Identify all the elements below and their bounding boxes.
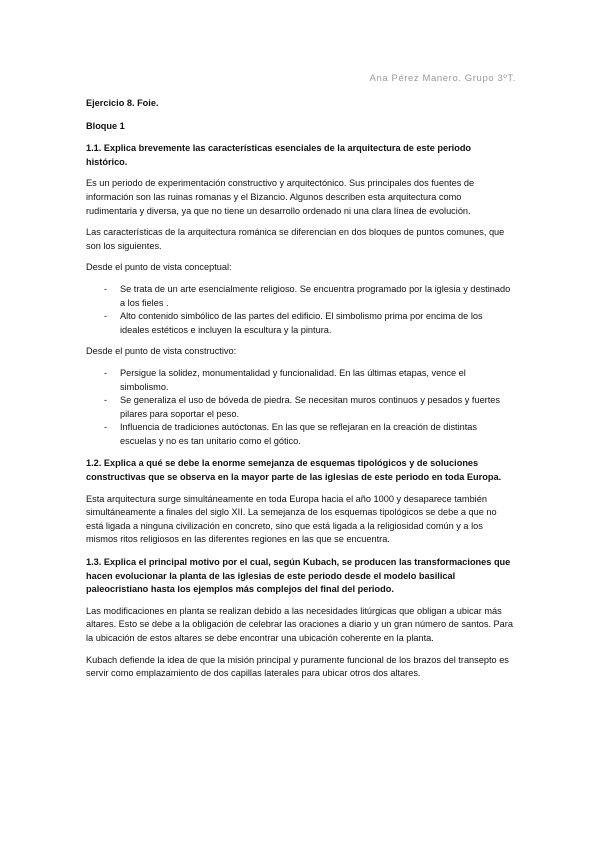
list-item: - Influencia de tradiciones autóctonas. En las que se reflejaran en la creación de distintas escuelas y no es tan unitario como el gótico. (86, 421, 514, 448)
section-heading: Bloque 1 (86, 120, 125, 131)
question-1-1: 1.1. Explica brevemente las características esenciales de la arquitectura de este periodo histórico. (86, 143, 472, 167)
list-intro: Desde el punto de vista conceptual: (86, 262, 232, 273)
answer-paragraph: Kubach defiende la idea de que la misión principal y puramente funcional de los brazos del transepto es servir como emplazamiento de dos capillas laterales para ubicar otros dos altares. (86, 654, 509, 679)
answer-paragraph: Es un periodo de experimentación constructivo y arquitectónico. Sus principales dos fuentes de información son las ruinas romanas y el Bizancio. Algunos describen esta arquitectura como rudimentaria y diversa, ya que no tiene un desarrollo ordenado ni una clara línea de evolución. (86, 178, 475, 216)
list-item: - Alto contenido simbólico de las partes del edificio. El simbolismo prima por encima de los ideales estéticos e incluyen la escultura y la pintura. (86, 310, 514, 337)
question-1-3: 1.3. Explica el principal motivo por el cual, según Kubach, se producen las transformaciones que hacen evolucionar la planta de las iglesias de este periodo desde el modelo basilical paleocristiano hasta los ejemplos más complejos del final del periodo. (86, 557, 511, 595)
list-item: - Se trata de un arte esencialmente religioso. Se encuentra programado por la iglesia y destinado a los fieles . (86, 283, 514, 310)
answer-paragraph: Las modificaciones en planta se realizan debido a las necesidades litúrgicas que obligan a ubicar más altares. Esto se debe a la obligación de celebrar las oraciones a diario y un gran número de santos. Para la ubicación de estos altares se debe encontrar una ubicación coherente en la planta. (86, 605, 513, 643)
exercise-title: Ejercicio 8. Foie. (86, 98, 159, 108)
author-header: Ana Pérez Manero. Grupo 3ºT. (369, 73, 516, 84)
list-intro: Desde el punto de vista constructivo: (86, 346, 237, 357)
list-item: - Se generaliza el uso de bóveda de piedra. Se necesitan muros continuos y pesados y fuertes pilares para soportar el peso. (86, 394, 514, 421)
answer-paragraph: Las características de la arquitectura románica se diferencian en dos bloques de puntos comunes, que son los siguientes. (86, 227, 505, 251)
document-body (86, 97, 514, 681)
list-item: - Persigue la solidez, monumentalidad y funcionalidad. En las últimas etapas, vence el simbolismo. (86, 367, 514, 394)
conceptual-list (86, 283, 514, 337)
answer-paragraph: Esta arquitectura surge simultáneamente en toda Europa hacia el año 1000 y desaparece también simultáneamente a finales del siglo XII. La semejanza de los esquemas tipológicos se debe a que no está ligada a ninguna civilización en concreto, sino que está ligada a la religiosidad común y a los mismos ritos religiosos en las diferentes regiones en las que se encuentra. (86, 493, 497, 545)
question-1-2: 1.2. Explica a qué se debe la enorme semejanza de esquemas tipológicos y de soluciones constructivas que se observa en la mayor parte de las iglesias de este periodo en toda Europa. (86, 458, 502, 483)
constructive-list (86, 367, 514, 449)
